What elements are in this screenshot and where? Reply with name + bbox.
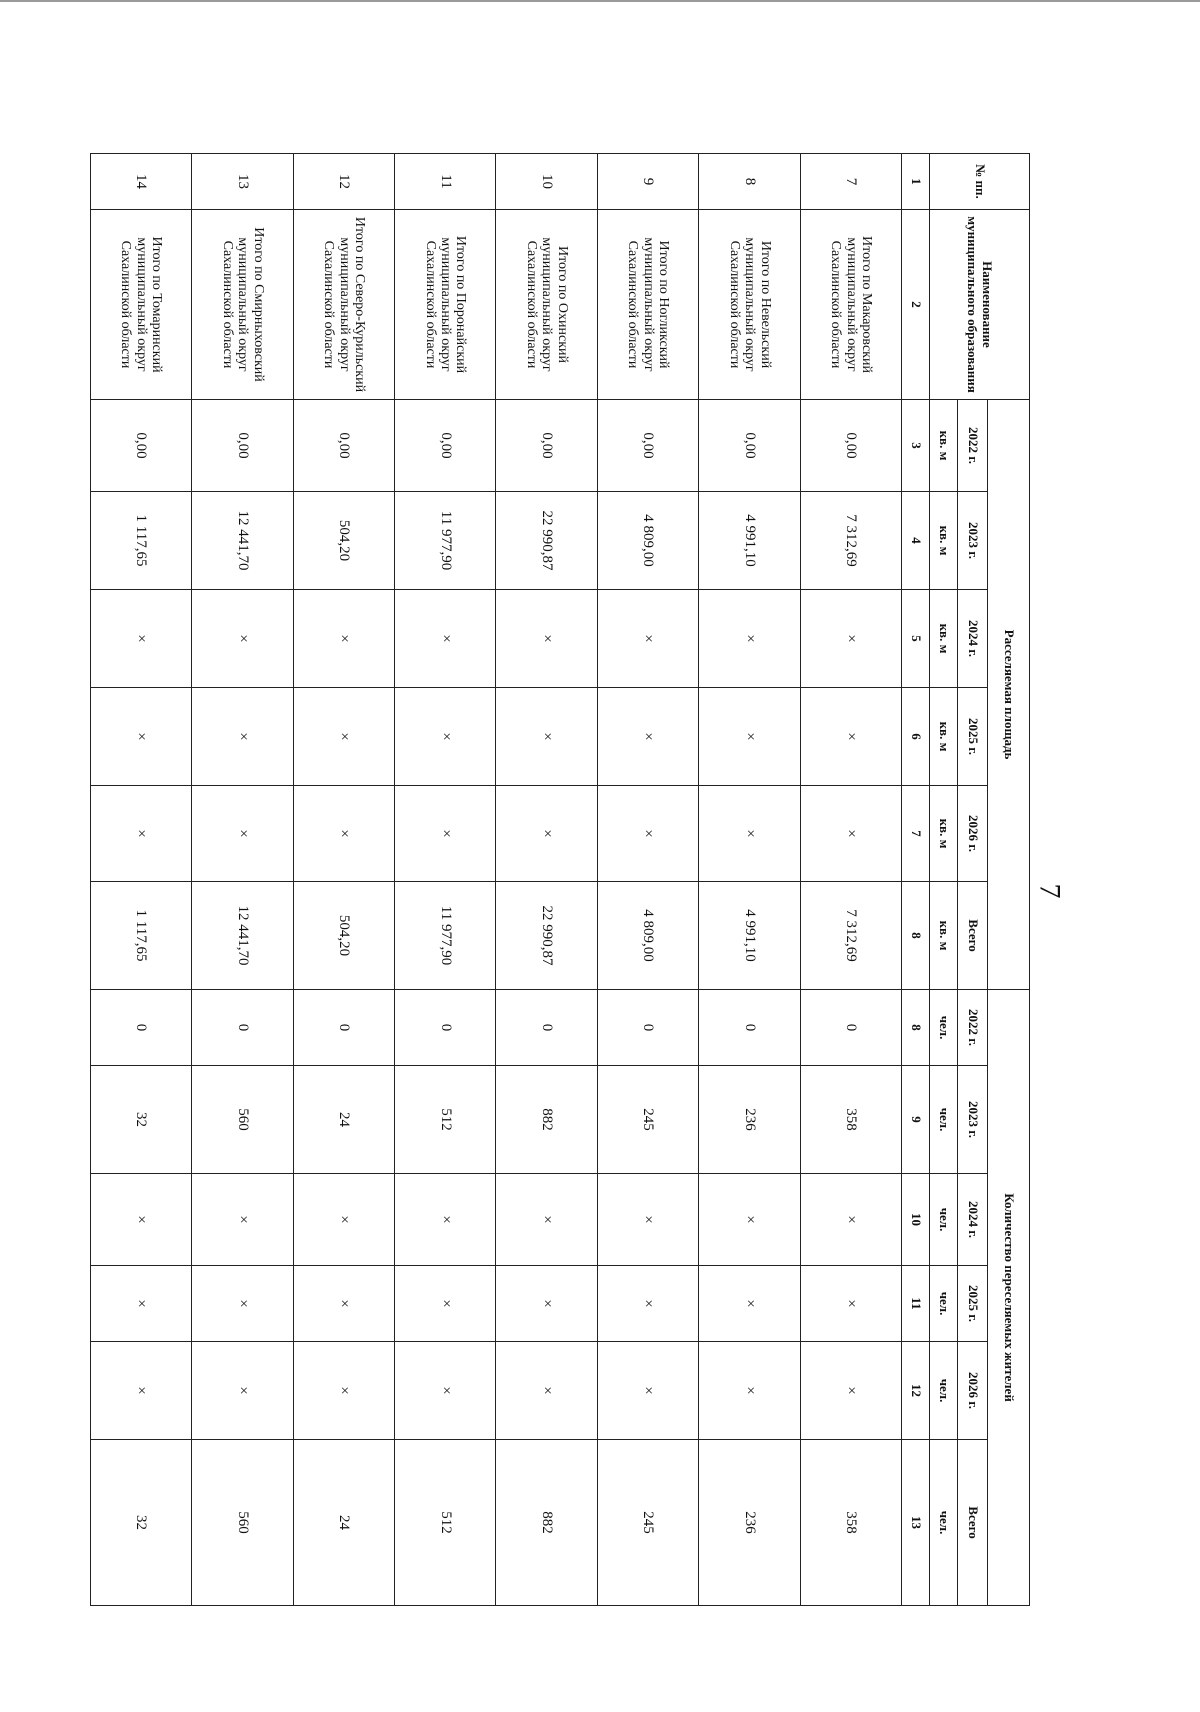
- value-cell: 0: [597, 990, 698, 1066]
- rotated-table-wrapper: [90, 153, 1030, 1605]
- municipality-name: Итого по Охинский муниципальный округ Сахалинской области: [496, 210, 597, 400]
- value-cell: 0: [699, 990, 800, 1066]
- municipality-name: Итого по Поронайский муниципальный округ Сахалинской области: [395, 210, 496, 400]
- municipality-name: Итого по Ногликский муниципальный округ Сахалинской области: [597, 210, 698, 400]
- value-cell: 358: [800, 1066, 901, 1174]
- value-cell: 0,00: [91, 400, 192, 492]
- column-index-cell: 8: [902, 882, 930, 990]
- value-cell: 11 977,90: [395, 882, 496, 990]
- header-area-year: 2026 г.: [958, 786, 988, 882]
- column-index-cell: 6: [902, 688, 930, 786]
- value-cell: ×: [496, 786, 597, 882]
- value-cell: 882: [496, 1066, 597, 1174]
- value-cell: 504,20: [293, 492, 394, 590]
- value-cell: ×: [293, 1174, 394, 1266]
- header-area-year: 2023 г.: [958, 492, 988, 590]
- row-number: 13: [192, 154, 293, 210]
- column-index-cell: 10: [902, 1174, 930, 1266]
- value-cell: ×: [597, 1342, 698, 1440]
- column-index-cell: 11: [902, 1266, 930, 1342]
- value-cell: 1 117,65: [91, 882, 192, 990]
- value-cell: ×: [192, 590, 293, 688]
- value-cell: ×: [192, 786, 293, 882]
- header-people-group: Количество переселяемых жителей: [988, 990, 1030, 1606]
- value-cell: 560: [192, 1066, 293, 1174]
- value-cell: ×: [800, 1174, 901, 1266]
- value-cell: ×: [800, 786, 901, 882]
- row-number: 8: [699, 154, 800, 210]
- value-cell: 0,00: [597, 400, 698, 492]
- value-cell: 24: [293, 1440, 394, 1606]
- value-cell: 245: [597, 1066, 698, 1174]
- value-cell: ×: [395, 1174, 496, 1266]
- header-area-total: Всего: [958, 882, 988, 990]
- header-people-year: 2023 г.: [958, 1066, 988, 1174]
- header-unit: кв. м: [930, 688, 958, 786]
- value-cell: 4 809,00: [597, 882, 698, 990]
- value-cell: ×: [597, 1266, 698, 1342]
- header-name: Наименование муниципального образования: [930, 210, 1030, 400]
- value-cell: ×: [597, 590, 698, 688]
- table-row: [496, 154, 597, 1606]
- value-cell: ×: [293, 590, 394, 688]
- value-cell: ×: [699, 1266, 800, 1342]
- value-cell: 0: [91, 990, 192, 1066]
- header-unit: чел.: [930, 1174, 958, 1266]
- header-area-year: 2022 г.: [958, 400, 988, 492]
- row-number: 10: [496, 154, 597, 210]
- value-cell: ×: [91, 1342, 192, 1440]
- value-cell: 560: [192, 1440, 293, 1606]
- value-cell: 0: [496, 990, 597, 1066]
- resettlement-table: [90, 153, 1030, 1606]
- column-index-cell: 12: [902, 1342, 930, 1440]
- value-cell: ×: [91, 1174, 192, 1266]
- value-cell: ×: [800, 590, 901, 688]
- value-cell: ×: [800, 688, 901, 786]
- value-cell: 245: [597, 1440, 698, 1606]
- header-unit: чел.: [930, 1266, 958, 1342]
- value-cell: ×: [91, 590, 192, 688]
- value-cell: 0: [192, 990, 293, 1066]
- table-row: [597, 154, 698, 1606]
- value-cell: 7 312,69: [800, 882, 901, 990]
- value-cell: 0: [800, 990, 901, 1066]
- value-cell: 24: [293, 1066, 394, 1174]
- value-cell: 0,00: [496, 400, 597, 492]
- value-cell: ×: [192, 1266, 293, 1342]
- value-cell: ×: [699, 688, 800, 786]
- value-cell: ×: [597, 786, 698, 882]
- municipality-name: Итого по Томаринский муниципальный округ Сахалинской области: [91, 210, 192, 400]
- value-cell: ×: [91, 688, 192, 786]
- value-cell: 4 809,00: [597, 492, 698, 590]
- scan-edge-line: [0, 0, 1200, 2]
- value-cell: ×: [597, 1174, 698, 1266]
- value-cell: 12 441,70: [192, 882, 293, 990]
- value-cell: 4 991,10: [699, 882, 800, 990]
- header-people-year: 2024 г.: [958, 1174, 988, 1266]
- table-row: [293, 154, 394, 1606]
- value-cell: 22 990,87: [496, 492, 597, 590]
- value-cell: ×: [699, 786, 800, 882]
- value-cell: ×: [192, 688, 293, 786]
- value-cell: 0,00: [699, 400, 800, 492]
- value-cell: 0: [293, 990, 394, 1066]
- value-cell: ×: [395, 1266, 496, 1342]
- row-number: 12: [293, 154, 394, 210]
- column-index-row: [902, 154, 930, 1606]
- header-row-groups: [988, 154, 1030, 1606]
- row-number: 7: [800, 154, 901, 210]
- value-cell: 0: [395, 990, 496, 1066]
- municipality-name: Итого по Северо-Курильский муниципальный округ Сахалинской области: [293, 210, 394, 400]
- table-row: [192, 154, 293, 1606]
- value-cell: ×: [496, 590, 597, 688]
- column-index-cell: 9: [902, 1066, 930, 1174]
- value-cell: 32: [91, 1066, 192, 1174]
- header-area-group: Расселяемая площадь: [988, 400, 1030, 990]
- value-cell: 0,00: [800, 400, 901, 492]
- value-cell: ×: [496, 1342, 597, 1440]
- value-cell: ×: [395, 1342, 496, 1440]
- value-cell: ×: [395, 786, 496, 882]
- table-body: [91, 154, 902, 1606]
- value-cell: 512: [395, 1066, 496, 1174]
- header-unit: кв. м: [930, 590, 958, 688]
- value-cell: ×: [192, 1174, 293, 1266]
- value-cell: ×: [800, 1266, 901, 1342]
- header-area-year: 2024 г.: [958, 590, 988, 688]
- header-unit: чел.: [930, 990, 958, 1066]
- value-cell: 0,00: [192, 400, 293, 492]
- value-cell: ×: [699, 1342, 800, 1440]
- header-unit: чел.: [930, 1440, 958, 1606]
- value-cell: 4 991,10: [699, 492, 800, 590]
- municipality-name: Итого по Макаровский муниципальный округ Сахалинской области: [800, 210, 901, 400]
- value-cell: ×: [192, 1342, 293, 1440]
- value-cell: 7 312,69: [800, 492, 901, 590]
- value-cell: 32: [91, 1440, 192, 1606]
- value-cell: ×: [293, 1342, 394, 1440]
- header-people-total: Всего: [958, 1440, 988, 1606]
- value-cell: ×: [293, 688, 394, 786]
- value-cell: 512: [395, 1440, 496, 1606]
- value-cell: ×: [496, 1266, 597, 1342]
- column-index-cell: 1: [902, 154, 930, 210]
- table-row: [395, 154, 496, 1606]
- header-people-year: 2026 г.: [958, 1342, 988, 1440]
- value-cell: ×: [91, 786, 192, 882]
- header-unit: кв. м: [930, 882, 958, 990]
- value-cell: 0,00: [395, 400, 496, 492]
- table-row: [699, 154, 800, 1606]
- value-cell: ×: [395, 688, 496, 786]
- value-cell: 1 117,65: [91, 492, 192, 590]
- value-cell: ×: [699, 590, 800, 688]
- page-number: 7: [1033, 883, 1067, 899]
- value-cell: 358: [800, 1440, 901, 1606]
- value-cell: ×: [597, 688, 698, 786]
- value-cell: ×: [699, 1174, 800, 1266]
- header-unit: кв. м: [930, 786, 958, 882]
- header-unit: чел.: [930, 1066, 958, 1174]
- value-cell: ×: [91, 1266, 192, 1342]
- header-num: № пп.: [930, 154, 1030, 210]
- value-cell: 0,00: [293, 400, 394, 492]
- header-unit: кв. м: [930, 400, 958, 492]
- value-cell: 236: [699, 1066, 800, 1174]
- header-unit: чел.: [930, 1342, 958, 1440]
- header-people-year: 2025 г.: [958, 1266, 988, 1342]
- column-index-cell: 2: [902, 210, 930, 400]
- municipality-name: Итого по Смирныховский муниципальный округ Сахалинской области: [192, 210, 293, 400]
- value-cell: 882: [496, 1440, 597, 1606]
- row-number: 11: [395, 154, 496, 210]
- municipality-name: Итого по Невельский муниципальный округ Сахалинской области: [699, 210, 800, 400]
- value-cell: 11 977,90: [395, 492, 496, 590]
- column-index-cell: 4: [902, 492, 930, 590]
- value-cell: 236: [699, 1440, 800, 1606]
- header-area-year: 2025 г.: [958, 688, 988, 786]
- value-cell: 504,20: [293, 882, 394, 990]
- value-cell: 22 990,87: [496, 882, 597, 990]
- table-row: [800, 154, 901, 1606]
- header-people-year: 2022 г.: [958, 990, 988, 1066]
- value-cell: ×: [496, 688, 597, 786]
- column-index-cell: 13: [902, 1440, 930, 1606]
- value-cell: 12 441,70: [192, 492, 293, 590]
- value-cell: ×: [496, 1174, 597, 1266]
- column-index-cell: 5: [902, 590, 930, 688]
- header-unit: кв. м: [930, 492, 958, 590]
- table-row: [91, 154, 192, 1606]
- value-cell: ×: [293, 786, 394, 882]
- value-cell: ×: [395, 590, 496, 688]
- column-index-cell: 8: [902, 990, 930, 1066]
- row-number: 9: [597, 154, 698, 210]
- value-cell: ×: [800, 1342, 901, 1440]
- column-index-cell: 7: [902, 786, 930, 882]
- column-index-cell: 3: [902, 400, 930, 492]
- value-cell: ×: [293, 1266, 394, 1342]
- row-number: 14: [91, 154, 192, 210]
